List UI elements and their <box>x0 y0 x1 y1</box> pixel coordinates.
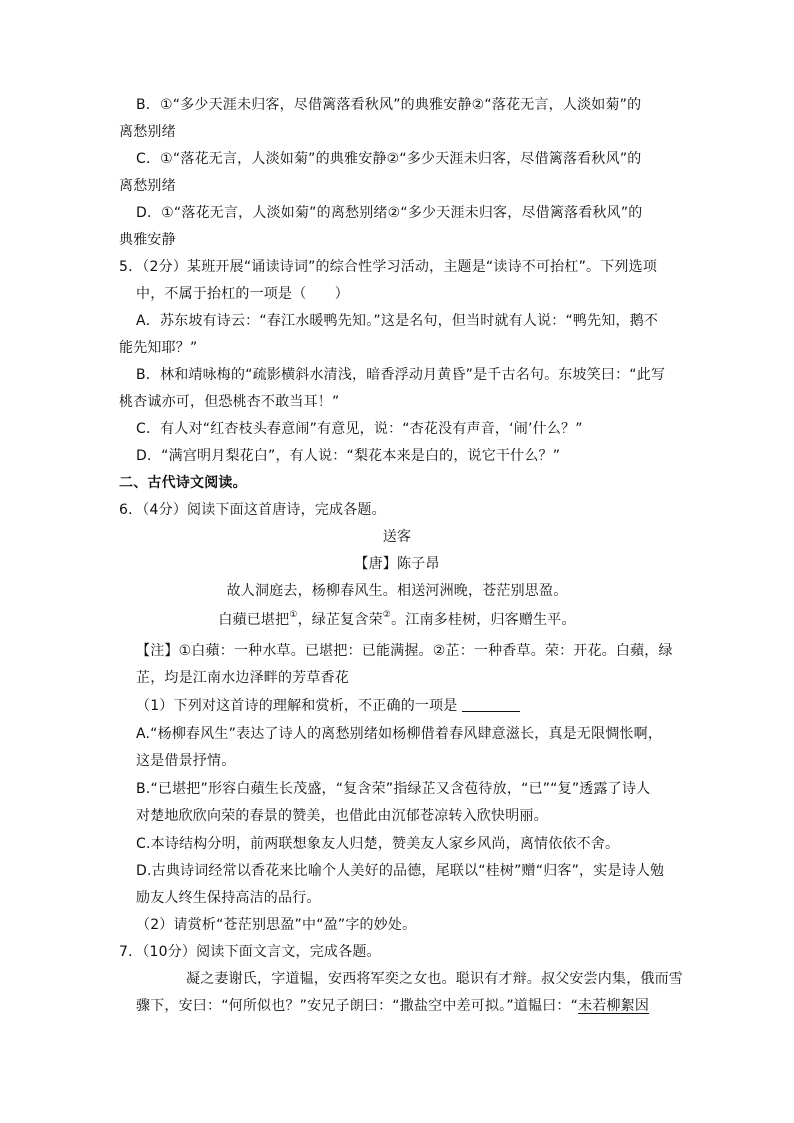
poem-title: 送客 <box>382 529 412 545</box>
q5-stem-line1: 5．（2分）某班开展“诵读诗词”的综合性学习活动，主题是“读诗不可抬杠”。下列选项 <box>119 259 658 275</box>
q7-passage-line2 <box>136 996 649 1016</box>
q6-option-a-line1: A.“杨柳春风生”表达了诗人的离愁别绪如杨柳借着春风肆意滋长，真是无限惆怅啊， <box>136 726 663 742</box>
q7-passage-line2-text: 骤下，安曰：“何所似也？”安兄子朗曰：“撒盐空中差可拟。”道韫曰：“ <box>136 998 579 1014</box>
poem-author: 【唐】陈子昂 <box>354 556 440 572</box>
q6-sub2: （2）请赏析“苍茫别思盈”中“盈”字的妙处。 <box>136 917 417 933</box>
q5-option-b-line2: 桃杏诚亦可，但恐桃杏不敢当耳！” <box>119 394 340 410</box>
answer-blank <box>462 697 520 712</box>
q4-option-c-line1: C．①“落花无言，人淡如菊”的典雅安静②“多少天涯未归客，尽借篱落看秋风”的 <box>136 151 642 167</box>
q6-option-c: C.本诗结构分明，前两联想象友人归楚，赞美友人家乡风尚，离情依依不舍。 <box>136 836 620 852</box>
q4-option-c-line2: 离愁别绪 <box>119 178 176 194</box>
q6-sub1-text: （1）下列对这首诗的理解和赏析，不正确的一项是 <box>136 698 458 714</box>
q6-option-b-line2: 对楚地欣欣向荣的春景的赞美，也借此由沉郁苍凉转入欣快明丽。 <box>136 808 548 824</box>
q6-option-b-line1: B.“已堪把”形容白蘋生长茂盛，“复含荣”指绿芷又含苞待放，“已”“复”透露了诗人 <box>136 781 651 797</box>
q4-option-d-line1: D．①“落花无言，人淡如菊”的离愁别绪②“多少天涯未归客，尽借篱落看秋风”的 <box>136 205 643 221</box>
q4-option-b-line2: 离愁别绪 <box>119 124 176 140</box>
q6-sub1 <box>136 696 520 716</box>
underlined-phrase: 未若柳絮因 <box>578 998 650 1014</box>
footnote-marker-2: ② <box>382 610 392 620</box>
q6-option-d-line1: D.古典诗词经常以香花来比喻个人美好的品德，尾联以“桂树”赠“归客”，实是诗人勉 <box>136 863 665 879</box>
poem-line-2-part-a: 白蘋已堪把 <box>218 612 290 628</box>
footnote-marker-1: ① <box>289 610 298 620</box>
q4-option-b-line1: B．①“多少天涯未归客，尽借篱落看秋风”的典雅安静②“落花无言，人淡如菊”的 <box>136 97 642 113</box>
poem-line-1: 故人洞庭去，杨柳春风生。相送河洲晚，苍茫别思盈。 <box>226 583 568 599</box>
q5-option-b-line1: B．林和靖咏梅的“疏影横斜水清浅，暗香浮动月黄昏”是千古名句。东坡笑曰：“此写 <box>136 367 666 383</box>
q5-option-c: C．有人对“红杏枝头春意闹”有意见，说：“杏花没有声音，‘闹’什么？” <box>136 421 583 437</box>
poem-line-2 <box>0 610 794 630</box>
q7-stem: 7．（10分）阅读下面文言文，完成各题。 <box>119 944 381 960</box>
q7-passage-line1: 凝之妻谢氏，字道韫，安西将军奕之女也。聪识有才辩。叔父安尝内集，俄而雪 <box>186 971 683 987</box>
poem-line-2-part-b: ，绿芷复含荣 <box>297 612 383 628</box>
q6-option-d-line2: 励友人终生保持高洁的品行。 <box>136 890 321 906</box>
q6-stem: 6．（4分）阅读下面这首唐诗，完成各题。 <box>119 502 386 518</box>
q5-option-d: D．“满宫明月梨花白”，有人说：“梨花本来是白的，说它干什么？” <box>136 448 561 464</box>
q4-option-d-line2: 典雅安静 <box>119 232 176 248</box>
poem-note-line2: 芷，均是江南水边泽畔的芳草香花 <box>136 670 349 686</box>
q6-option-a-line2: 这是借景抒情。 <box>136 753 236 769</box>
poem-line-2-part-c: 。江南多桂树，归客赠生平。 <box>391 612 576 628</box>
q5-option-a-line1: A．苏东坡有诗云：“春江水暖鸭先知。”这是名句，但当时就有人说：“鸭先知，鹅不 <box>136 313 659 329</box>
q5-stem-line2: 中，不属于抬杠的一项是（ ） <box>136 286 349 302</box>
poem-note-line1: 【注】①白蘋：一种水草。已堪把：已能满握。②芷：一种香草。荣：开花。白蘋，绿 <box>136 643 673 659</box>
section-heading: 二、古代诗文阅读。 <box>119 475 247 491</box>
q5-option-a-line2: 能先知耶？” <box>119 340 198 356</box>
